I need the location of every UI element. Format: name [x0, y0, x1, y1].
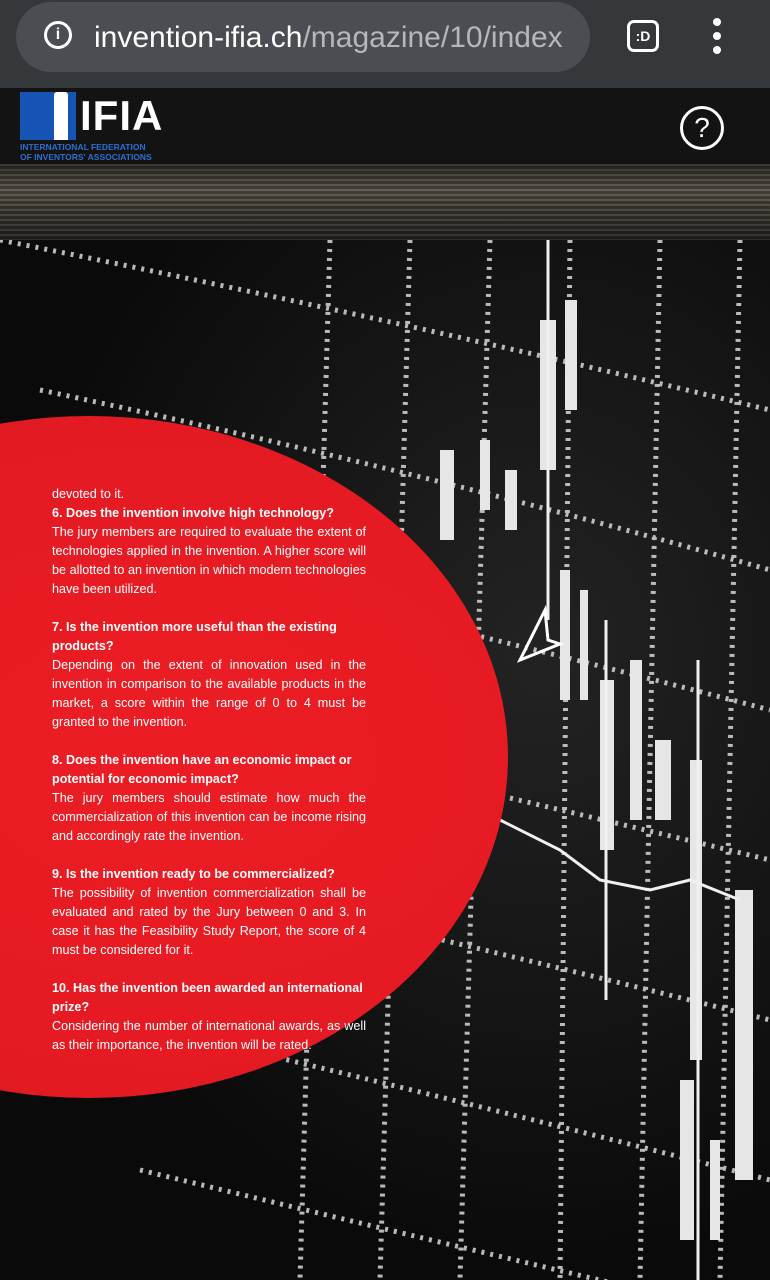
- url-host: invention-ifia.ch: [94, 21, 303, 54]
- section-heading: 7. Is the invention more useful than the existing products?: [52, 620, 337, 653]
- section-heading: 9. Is the invention ready to be commercialized?: [52, 867, 335, 881]
- info-icon[interactable]: i: [44, 21, 72, 49]
- section-heading: 6. Does the invention involve high technology?: [52, 506, 334, 520]
- logo-tagline: [20, 142, 180, 162]
- section-body: The jury members are required to evaluate the extent of technologies applied in the invention. A higher score will be allotted to an invention in which modern technologies have been utilized.: [52, 525, 366, 596]
- magazine-page[interactable]: [0, 240, 770, 1280]
- section-body: Considering the number of international awards, as well as their importance, the invention will be rated.: [52, 1019, 366, 1052]
- browser-toolbar: [0, 0, 770, 88]
- header-banner-image: [0, 164, 770, 240]
- site-header: [0, 88, 770, 164]
- section-heading: 8. Does the invention have an economic impact or potential for economic impact?: [52, 753, 352, 786]
- section-body: The possibility of invention commercialization shall be evaluated and rated by the Jury between 0 and 3. In case it has the Feasibility Study Report, the score of 4 must be considered for it.: [52, 886, 366, 957]
- logo-wordmark: IFIA: [80, 92, 164, 139]
- article-intro: devoted to it.: [52, 487, 125, 501]
- url-text[interactable]: [94, 18, 576, 58]
- logo-tagline-line-1: INTERNATIONAL FEDERATION: [20, 142, 146, 152]
- section-body: The jury members should estimate how much the commercialization of this invention can be income rising and accordingly rate the invention.: [52, 791, 366, 843]
- article-text: [52, 485, 366, 1055]
- address-bar[interactable]: [16, 2, 590, 72]
- section-body: Depending on the extent of innovation used in the invention in comparison to the available products in the market, a score within the range of 0 to 4 must be granted to the invention.: [52, 658, 366, 729]
- ifia-logo[interactable]: [20, 92, 175, 162]
- kebab-menu-icon[interactable]: [702, 16, 732, 56]
- logo-mark-stem: [54, 98, 68, 140]
- tab-switcher-button[interactable]: :D: [627, 20, 659, 52]
- url-path: /magazine/10/index: [302, 21, 563, 54]
- section-heading: 10. Has the invention been awarded an international prize?: [52, 981, 363, 1014]
- logo-tagline-line-2: OF INVENTORS' ASSOCIATIONS: [20, 152, 152, 162]
- help-icon[interactable]: ?: [680, 106, 724, 150]
